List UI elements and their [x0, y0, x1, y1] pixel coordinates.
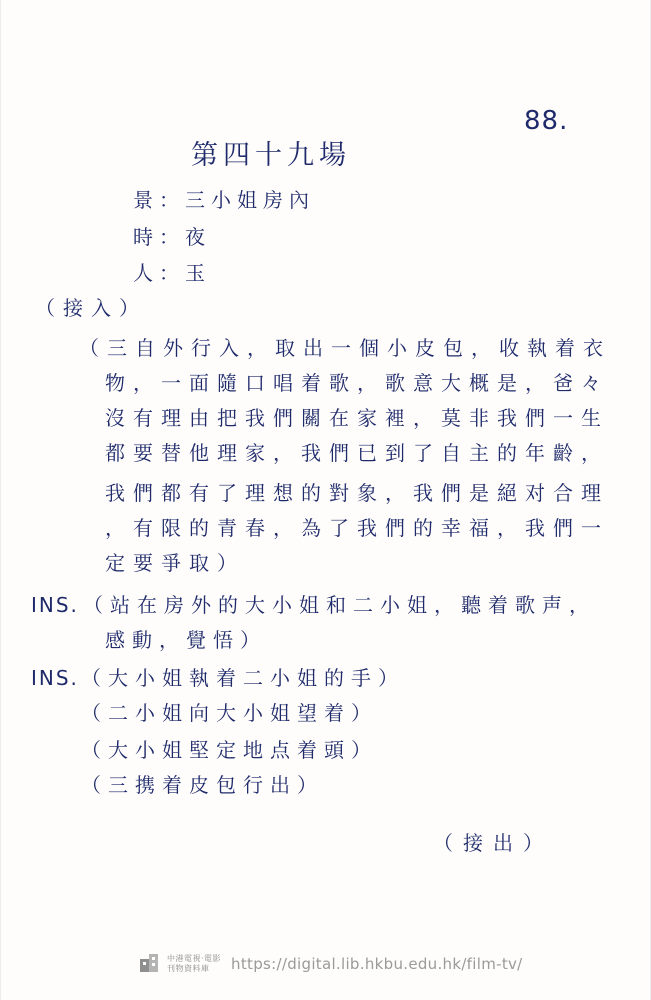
ins-label: INS.	[31, 666, 79, 690]
scene-characters: 人：玉	[133, 261, 211, 285]
ins-line: （二小姐向大小姐望着）	[81, 701, 378, 725]
scene-time: 時：夜	[133, 225, 211, 249]
action-line: （三自外行入，取出一個小皮包，收執着衣	[79, 336, 611, 360]
scene-location: 景：三小姐房內	[133, 188, 315, 212]
cue-out: （接出）	[433, 831, 553, 855]
archive-footer	[137, 950, 523, 978]
action-line: 定要爭取）	[105, 551, 245, 575]
ins-line: （三携着皮包行出）	[81, 773, 324, 797]
action-line: 沒有理由把我們關在家裡，莫非我們一生	[105, 406, 609, 430]
cue-in: （接入）	[35, 296, 147, 320]
archive-url-link[interactable]: https://digital.lib.hkbu.edu.hk/film-tv/	[231, 955, 523, 973]
action-line: ，有限的青春，為了我們的幸福，我們一	[105, 516, 609, 540]
page-number: 88.	[524, 106, 569, 136]
ins-line: （大小姐堅定地点着頭）	[81, 738, 378, 762]
archive-name	[167, 954, 221, 974]
ins-line: 感動，覺悟）	[105, 628, 267, 652]
archive-logo-icon	[137, 951, 163, 977]
scene-title: 第四十九場	[191, 140, 351, 171]
action-line: 物，一面隨口唱着歌，歌意大概是，爸々	[105, 371, 609, 395]
ins-line: （站在房外的大小姐和二小姐，聽着歌声，	[83, 593, 596, 617]
ins-line: （大小姐執着二小姐的手）	[81, 666, 405, 690]
ins-label: INS.	[31, 593, 79, 617]
action-line: 我們都有了理想的對象，我們是絕对合理	[105, 481, 609, 505]
archive-name-line2: 刊物資料庫	[167, 964, 210, 973]
action-line: 都要替他理家，我們已到了自主的年齡，	[105, 441, 609, 465]
archive-name-line1: 中港電視·電影	[167, 954, 222, 963]
